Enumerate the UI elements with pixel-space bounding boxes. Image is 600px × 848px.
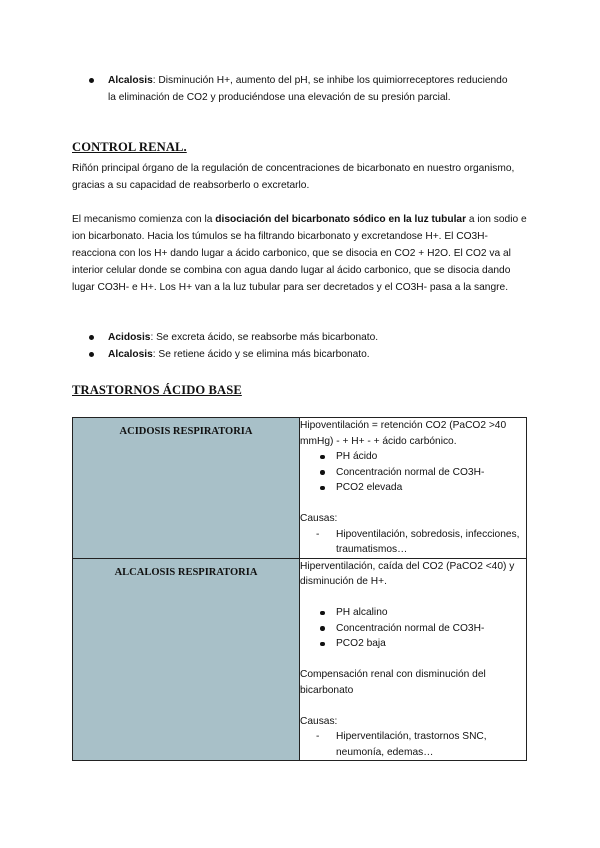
list-item: PH alcalino: [300, 605, 526, 621]
spacer: [300, 590, 526, 606]
list-item: Concentración normal de CO3H-: [300, 465, 526, 481]
list-item: - Hipoventilación, sobredosis, infecciones, traumatismos…: [300, 527, 526, 558]
row-label: ALCALOSIS RESPIRATORIA: [114, 566, 258, 578]
bullet-term: Alcalosis: [108, 75, 153, 86]
row-compensation: Compensación renal con disminución del bicarbonato: [300, 669, 486, 696]
row-summary: Hiperventilación, caída del CO2 (PaCO2 <40) y disminución de H+.: [300, 560, 515, 587]
mechanism-bold-text: disociación del bicarbonato sódico en la luz tubular: [215, 214, 467, 225]
row-label: ACIDOSIS RESPIRATORIA: [119, 426, 253, 437]
bullet-term: Alcalosis: [108, 349, 153, 360]
table-cell-label: [73, 418, 300, 559]
list-item: PH ácido: [300, 449, 526, 465]
bullet-text: : Se retiene ácido y se elimina más bicarbonato.: [152, 349, 370, 360]
row-bullet-list: [300, 449, 526, 496]
causes-label: Causas:: [300, 715, 338, 727]
trastornos-heading: TRASTORNOS ÁCIDO BASE: [72, 383, 242, 397]
list-item: [72, 346, 512, 363]
table-row: [73, 558, 527, 761]
list-item: [72, 72, 512, 106]
bullet-term: Acidosis: [108, 332, 151, 343]
table-cell-content: [300, 558, 527, 761]
table-cell-content: [300, 418, 527, 559]
spacer: [300, 698, 526, 714]
causes-list: [300, 729, 526, 760]
list-item: PCO2 baja: [300, 636, 526, 652]
table-row: [73, 418, 527, 559]
bullet-text: : Se excreta ácido, se reabsorbe más bicarbonato.: [150, 332, 379, 343]
spacer: [300, 496, 526, 512]
control-renal-mechanism: [72, 211, 528, 296]
acid-base-disorders-table: [72, 417, 527, 761]
control-renal-intro: Riñón principal órgano de la regulación de concentraciones de bicarbonato en nuestro organismo, gracias a su capacidad de reabsorberlo o excretarlo.: [72, 163, 515, 191]
list-item: PCO2 elevada: [300, 480, 526, 496]
mechanism-text-start: El mecanismo comienza con la: [72, 214, 216, 225]
table-cell-label: [73, 558, 300, 761]
row-summary: Hipoventilación = retención CO2 (PaCO2 >40 mmHg) - + H+ - + ácido carbónico.: [300, 420, 507, 447]
control-renal-bullet-list: [72, 329, 512, 363]
causes-list: [300, 527, 526, 558]
control-renal-heading: CONTROL RENAL.: [72, 140, 187, 154]
spacer: [300, 652, 526, 668]
list-item: - Hiperventilación, trastornos SNC, neumonía, edemas…: [300, 729, 526, 760]
mechanism-text-end: a ion sodio e ion bicarbonato. Hacia los túmulos se ha filtrando bicarbonato y excretandose H+. El CO3H- reacciona con los H+ dando lugar a ácido carbonico, que se disocia en CO2 + H2O. El CO2 va al interior celular donde se combina con agua dando lugar al ácido carbonico, que se disocia dando lugar CO3H- e H+. Los H+ van a la luz tubular para ser decretados y el CO3H- pasa a la sangre.: [72, 214, 527, 293]
alcalosis-respiratory-bullet-list: [72, 72, 512, 106]
list-item: [72, 329, 512, 346]
bullet-text: : Disminución H+, aumento del pH, se inhibe los quimiorreceptores reduciendo la eliminación de CO2 y produciéndose una elevación de su presión parcial.: [108, 75, 508, 103]
list-item: Concentración normal de CO3H-: [300, 621, 526, 637]
row-bullet-list: [300, 605, 526, 652]
causes-label: Causas:: [300, 513, 338, 524]
